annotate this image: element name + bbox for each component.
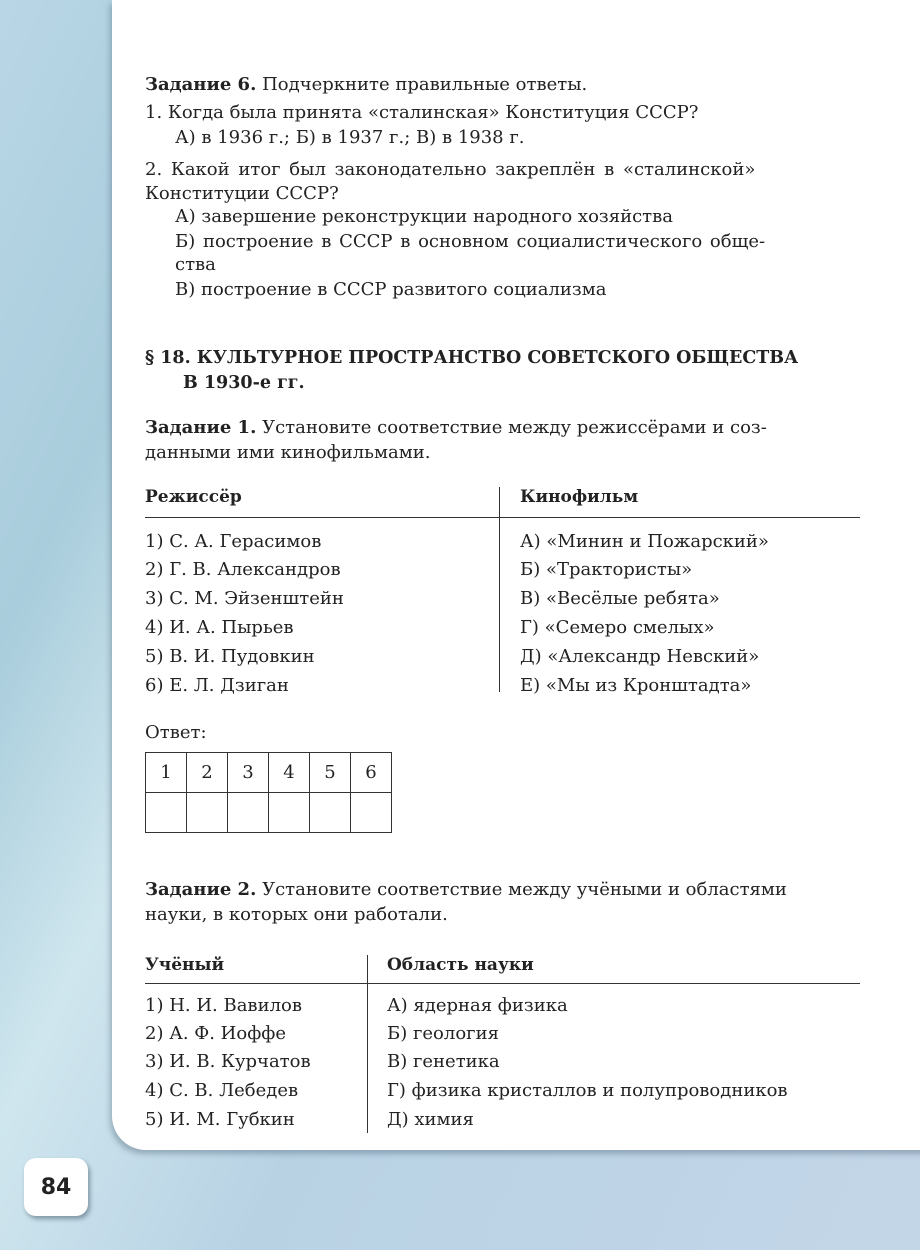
answer-grid	[145, 752, 392, 833]
science-field-item: Д) химия	[387, 1109, 474, 1130]
scientist-item: 1) Н. И. Вавилов	[145, 995, 302, 1016]
task2-header-rule	[145, 983, 860, 984]
answer-column-number: 5	[310, 753, 351, 793]
film-item: Е) «Мы из Кронштадта»	[520, 675, 752, 696]
task1-col-director: Режиссёр	[145, 487, 242, 507]
task1-col-film: Кинофильм	[520, 487, 639, 507]
task6-heading	[145, 74, 587, 96]
science-field-item: Б) геология	[387, 1023, 499, 1044]
task2-col-field: Область науки	[387, 955, 534, 975]
task6-q2-option-b: Б) построение в СССР в основном социалистического обще-	[175, 231, 766, 252]
film-item: В) «Весёлые ребята»	[520, 588, 720, 609]
director-item: 2) Г. В. Александров	[145, 559, 341, 580]
task2-heading	[145, 879, 787, 901]
task2-label: Задание 2.	[145, 879, 257, 900]
task2-text: Установите соответствие между учёными и областями	[262, 879, 787, 900]
task1-text-line2: данными ими кинофильмами.	[145, 442, 431, 463]
scientist-item: 3) И. В. Курчатов	[145, 1051, 311, 1072]
task6-q2-option-a: А) завершение реконструкции народного хозяйства	[175, 206, 673, 227]
answer-column-number: 4	[269, 753, 310, 793]
task6-label: Задание 6.	[145, 74, 257, 95]
task6-instruction: Подчеркните правильные ответы.	[262, 74, 588, 95]
section-title: § 18. КУЛЬТУРНОЕ ПРОСТРАНСТВО СОВЕТСКОГО ОБЩЕСТВА	[145, 348, 799, 368]
answer-column-number: 6	[351, 753, 392, 793]
scientist-item: 4) С. В. Лебедев	[145, 1080, 299, 1101]
director-item: 1) С. А. Герасимов	[145, 531, 322, 552]
task6-q2-option-c: В) построение в СССР развитого социализма	[175, 279, 607, 300]
answer-cell[interactable]	[228, 793, 269, 833]
film-item: Д) «Александр Невский»	[520, 646, 760, 667]
answer-cell[interactable]	[269, 793, 310, 833]
science-field-item: В) генетика	[387, 1051, 500, 1072]
answer-column-number: 3	[228, 753, 269, 793]
task1-column-divider	[499, 487, 500, 692]
task6-q1: 1. Когда была принята «сталинская» Конституция СССР?	[145, 102, 699, 123]
science-field-item: Г) физика кристаллов и полупроводников	[387, 1080, 788, 1101]
task2-col-scientist: Учёный	[145, 955, 225, 975]
director-item: 6) Е. Л. Дзиган	[145, 675, 289, 696]
science-field-item: А) ядерная физика	[387, 995, 568, 1016]
answer-column-number: 1	[146, 753, 187, 793]
task6-q2-line2: Конституции СССР?	[145, 183, 339, 204]
task6-q1-options: А) в 1936 г.; Б) в 1937 г.; В) в 1938 г.	[175, 127, 525, 148]
answer-cell[interactable]	[187, 793, 228, 833]
answer-cell[interactable]	[146, 793, 187, 833]
scientist-item: 2) А. Ф. Иоффе	[145, 1023, 287, 1044]
director-item: 5) В. И. Пудовкин	[145, 646, 315, 667]
section-title-line2: В 1930-е гг.	[183, 373, 305, 393]
director-item: 4) И. А. Пырьев	[145, 617, 294, 638]
film-item: Г) «Семеро смелых»	[520, 617, 715, 638]
task2-text-line2: науки, в которых они работали.	[145, 904, 448, 925]
task2-column-divider	[367, 955, 368, 1133]
task6-q2-line1: 2. Какой итог был законодательно закреплён в «сталинской»	[145, 159, 756, 180]
film-item: А) «Минин и Пожарский»	[520, 531, 769, 552]
answer-cell[interactable]	[351, 793, 392, 833]
page-number: 84	[24, 1158, 88, 1216]
film-item: Б) «Трактористы»	[520, 559, 693, 580]
answer-column-number: 2	[187, 753, 228, 793]
task6-q2-option-b-cont: ства	[175, 254, 216, 275]
task1-label: Задание 1.	[145, 417, 257, 438]
answer-label: Ответ:	[145, 722, 207, 743]
director-item: 3) С. М. Эйзенштейн	[145, 588, 344, 609]
task1-text: Установите соответствие между режиссёрами и соз-	[262, 417, 767, 438]
task1-header-rule	[145, 517, 860, 518]
answer-cell[interactable]	[310, 793, 351, 833]
scientist-item: 5) И. М. Губкин	[145, 1109, 295, 1130]
task1-heading	[145, 417, 767, 439]
